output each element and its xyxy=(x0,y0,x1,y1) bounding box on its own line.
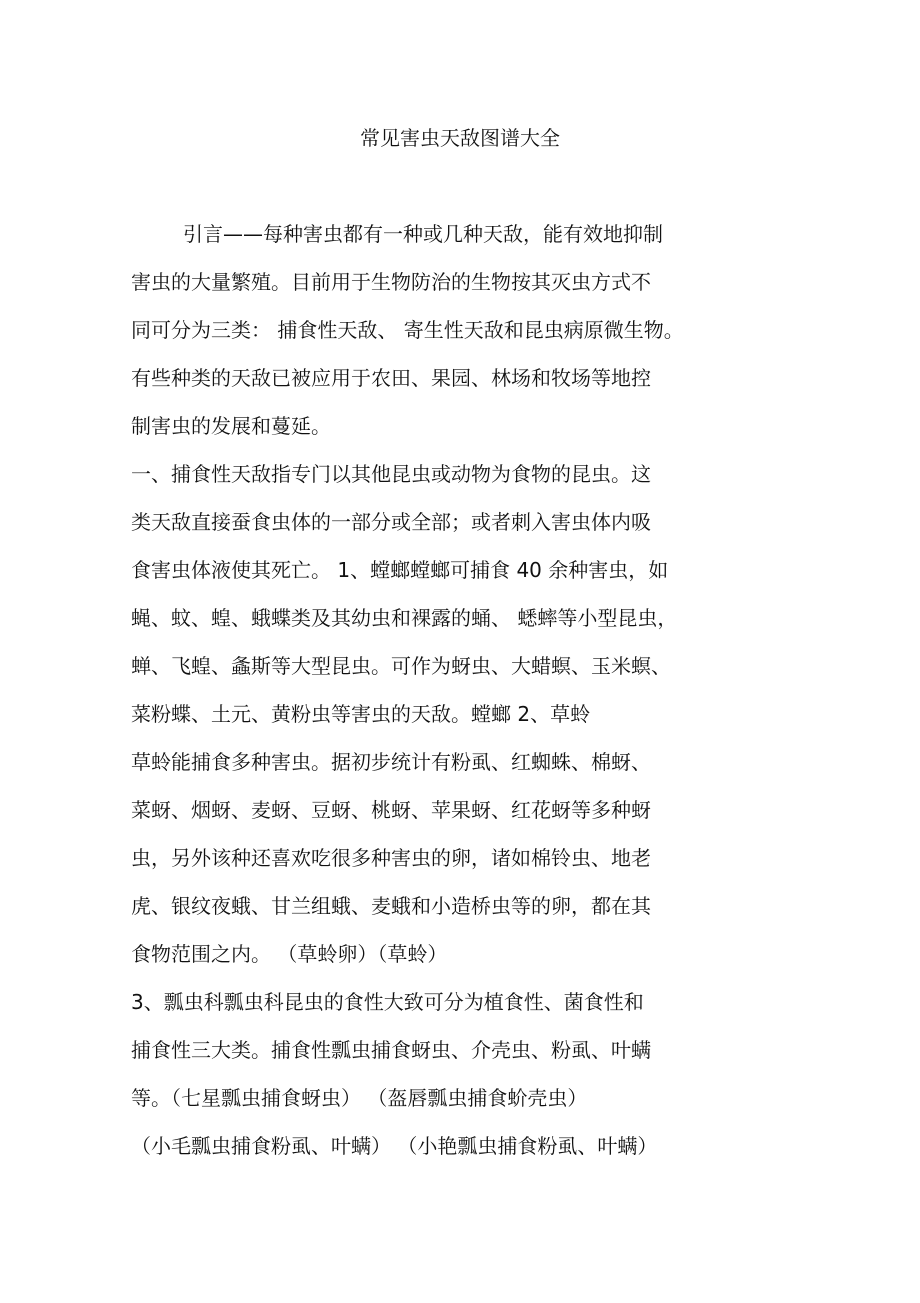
text-line: 虫，另外该种还喜欢吃很多种害虫的卵，诸如棉铃虫、地老 xyxy=(131,846,651,870)
text-line: 3、瓢虫科瓢虫科昆虫的食性大致可分为植食性、菌食性和 xyxy=(131,990,644,1014)
text-line: 食害虫体液使其死亡。 1、螳螂螳螂可捕食 40 余种害虫，如 xyxy=(131,558,669,582)
text-line: 一、捕食性天敌指专门以其他昆虫或动物为食物的昆虫。这 xyxy=(131,462,651,486)
text-line: 等。（七星瓢虫捕食蚜虫） （盔唇瓢虫捕食蚧壳虫） xyxy=(131,1086,588,1110)
text-line: 类天敌直接蚕食虫体的一部分或全部；或者刺入害虫体内吸 xyxy=(131,510,651,534)
text-line: 蝇、蚊、蝗、蛾蝶类及其幼虫和裸露的蛹、 蟋蟀等小型昆虫， xyxy=(131,606,678,630)
text-line: 害虫的大量繁殖。目前用于生物防治的生物按其灭虫方式不 xyxy=(131,270,651,294)
text-line: 食物范围之内。 （草蛉卵）（草蛉） xyxy=(131,942,448,966)
text-line: 制害虫的发展和蔓延。 xyxy=(131,414,331,438)
text-line: 有些种类的天敌已被应用于农田、果园、林场和牧场等地控 xyxy=(131,366,651,390)
text-line: 引言——每种害虫都有一种或几种天敌，能有效地抑制 xyxy=(183,222,663,246)
document-title: 常见害虫天敌图谱大全 xyxy=(360,126,560,150)
text-line: 菜粉蝶、土元、黄粉虫等害虫的天敌。螳螂 2、草蛉 xyxy=(131,702,591,726)
text-line: 草蛉能捕食多种害虫。据初步统计有粉虱、红蜘蛛、棉蚜、 xyxy=(131,750,651,774)
text-line: （小毛瓢虫捕食粉虱、叶螨） （小艳瓢虫捕食粉虱、叶螨） xyxy=(131,1134,658,1158)
text-line: 菜蚜、烟蚜、麦蚜、豆蚜、桃蚜、苹果蚜、红花蚜等多种蚜 xyxy=(131,798,651,822)
text-line: 蝉、飞蝗、螽斯等大型昆虫。可作为蚜虫、大蜡螟、玉米螟、 xyxy=(131,654,671,678)
text-line: 同可分为三类： 捕食性天敌、 寄生性天敌和昆虫病原微生物。 xyxy=(131,318,684,342)
text-line: 捕食性三大类。捕食性瓢虫捕食蚜虫、介壳虫、粉虱、叶螨 xyxy=(131,1038,651,1062)
text-line: 虎、银纹夜蛾、甘兰组蛾、麦蛾和小造桥虫等的卵，都在其 xyxy=(131,894,651,918)
